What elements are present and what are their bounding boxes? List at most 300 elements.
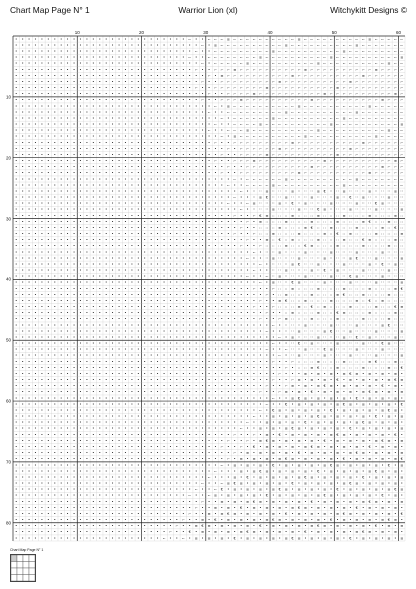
stitch-symbol: • (291, 390, 293, 394)
stitch-symbol: • (381, 427, 383, 431)
stitch-symbol: ∷ (298, 293, 300, 297)
stitch-symbol: • (86, 451, 88, 455)
stitch-symbol: • (266, 262, 268, 266)
stitch-symbol: • (150, 384, 152, 388)
stitch-symbol: ∷ (317, 196, 319, 200)
stitch-symbol: ⌐ (381, 104, 384, 108)
stitch-symbol: • (22, 396, 24, 400)
stitch-symbol: ≡ (291, 494, 294, 498)
stitch-symbol: • (47, 360, 49, 364)
stitch-symbol: ≡ (368, 384, 371, 388)
stitch-symbol: • (202, 50, 204, 54)
stitch-symbol: • (189, 74, 191, 78)
stitch-symbol: • (79, 421, 81, 425)
stitch-symbol: • (150, 244, 152, 248)
stitch-symbol: • (144, 293, 146, 297)
stitch-symbol: • (169, 335, 171, 339)
stitch-symbol: ⌐ (240, 244, 243, 248)
stitch-symbol: • (73, 183, 75, 187)
stitch-symbol: • (54, 232, 56, 236)
stitch-symbol: • (157, 159, 159, 163)
stitch-symbol: • (99, 378, 101, 382)
stitch-symbol: ⌐ (233, 141, 236, 145)
stitch-symbol: • (73, 202, 75, 206)
stitch-symbol: • (124, 275, 126, 279)
stitch-symbol: • (150, 335, 152, 339)
stitch-symbol: • (118, 427, 120, 431)
stitch-symbol: • (112, 135, 114, 139)
stitch-symbol: • (124, 80, 126, 84)
stitch-symbol: • (240, 366, 242, 370)
stitch-symbol: ⌐ (400, 159, 403, 163)
stitch-symbol: ∷ (381, 329, 383, 333)
stitch-symbol: ⌐ (310, 171, 313, 175)
stitch-symbol: ∷ (401, 262, 403, 266)
stitch-symbol: ⌐ (272, 135, 275, 139)
stitch-symbol: • (73, 518, 75, 522)
stitch-symbol: ≡ (362, 427, 365, 431)
stitch-symbol: ≡ (304, 408, 307, 412)
stitch-symbol: ≡ (252, 202, 255, 206)
stitch-symbol: ⌐ (207, 129, 210, 133)
stitch-symbol: • (41, 238, 43, 242)
stitch-symbol: • (41, 256, 43, 260)
stitch-symbol: ≡ (368, 408, 371, 412)
stitch-symbol: • (137, 506, 139, 510)
stitch-symbol: • (15, 457, 17, 461)
stitch-symbol: • (157, 110, 159, 114)
stitch-symbol: • (157, 56, 159, 60)
stitch-symbol: € (266, 196, 269, 200)
stitch-symbol: • (22, 293, 24, 297)
stitch-symbol: • (54, 98, 56, 102)
stitch-symbol: ≡ (252, 457, 255, 461)
stitch-symbol: ∷ (330, 238, 332, 242)
stitch-symbol: • (214, 482, 216, 486)
stitch-symbol: • (112, 500, 114, 504)
stitch-symbol: • (221, 196, 223, 200)
stitch-symbol: • (54, 110, 56, 114)
stitch-symbol: • (22, 275, 24, 279)
stitch-symbol: ⌐ (394, 74, 397, 78)
stitch-symbol: • (67, 50, 69, 54)
stitch-symbol: • (124, 123, 126, 127)
stitch-symbol: € (298, 451, 301, 455)
stitch-symbol: ⌐ (381, 110, 384, 114)
stitch-symbol: ∷ (381, 335, 383, 339)
stitch-symbol: • (73, 104, 75, 108)
stitch-symbol: • (163, 427, 165, 431)
stitch-symbol: ∷ (330, 256, 332, 260)
stitch-symbol: • (176, 104, 178, 108)
column-number: 20 (139, 30, 144, 35)
stitch-symbol: • (394, 390, 396, 394)
stitch-symbol: ⌐ (381, 123, 384, 127)
stitch-symbol: • (92, 463, 94, 467)
stitch-symbol: • (124, 500, 126, 504)
stitch-symbol: • (112, 482, 114, 486)
stitch-symbol: • (22, 165, 24, 169)
stitch-symbol: • (47, 372, 49, 376)
stitch-symbol: ⌐ (246, 92, 249, 96)
stitch-symbol: • (47, 293, 49, 297)
stitch-symbol: • (234, 189, 236, 193)
stitch-symbol: ⌐ (387, 171, 390, 175)
stitch-symbol: ∷ (291, 317, 293, 321)
stitch-symbol: • (124, 189, 126, 193)
stitch-symbol: ≡ (297, 463, 300, 467)
pattern-name: Warrior Lion (xl) (0, 5, 416, 15)
stitch-symbol: • (22, 506, 24, 510)
stitch-symbol: • (73, 500, 75, 504)
stitch-symbol: ≡ (285, 196, 288, 200)
stitch-symbol: • (144, 238, 146, 242)
stitch-symbol: • (124, 348, 126, 352)
stitch-symbol: • (34, 433, 36, 437)
stitch-symbol: • (202, 408, 204, 412)
stitch-symbol: • (118, 116, 120, 120)
stitch-symbol: • (157, 402, 159, 406)
stitch-symbol: • (169, 220, 171, 224)
stitch-symbol: • (86, 110, 88, 114)
stitch-symbol: ⌐ (265, 275, 268, 279)
stitch-symbol: • (189, 50, 191, 54)
stitch-symbol: ⌐ (188, 56, 191, 60)
stitch-symbol: • (202, 305, 204, 309)
stitch-symbol: ⌐ (278, 141, 281, 145)
stitch-symbol: ⌐ (207, 475, 210, 479)
stitch-symbol: • (112, 250, 114, 254)
stitch-symbol: • (157, 244, 159, 248)
stitch-symbol: • (394, 451, 396, 455)
stitch-symbol: ≡ (310, 98, 313, 102)
stitch-symbol: • (118, 250, 120, 254)
stitch-symbol: • (41, 293, 43, 297)
stitch-symbol: ⌐ (349, 123, 352, 127)
stitch-symbol: • (195, 457, 197, 461)
stitch-symbol: • (60, 402, 62, 406)
stitch-symbol: ⌐ (246, 104, 249, 108)
stitch-symbol: ≡ (381, 202, 384, 206)
stitch-symbol: • (79, 123, 81, 127)
stitch-symbol: ≡ (400, 305, 403, 309)
stitch-symbol: ≡ (400, 208, 403, 212)
stitch-symbol: • (67, 129, 69, 133)
stitch-symbol: • (86, 518, 88, 522)
stitch-symbol: ≡ (368, 287, 371, 291)
stitch-symbol: • (227, 220, 229, 224)
stitch-symbol: ∷ (343, 226, 345, 230)
stitch-symbol: • (381, 415, 383, 419)
stitch-symbol: ≡ (214, 506, 217, 510)
stitch-symbol: • (41, 110, 43, 114)
stitch-symbol: ⌐ (400, 74, 403, 78)
stitch-symbol: • (169, 415, 171, 419)
stitch-symbol: • (169, 189, 171, 193)
stitch-symbol: ∷ (343, 202, 345, 206)
stitch-symbol: • (22, 256, 24, 260)
stitch-symbol: • (202, 329, 204, 333)
stitch-symbol: • (79, 104, 81, 108)
stitch-symbol: ≡ (278, 494, 281, 498)
stitch-symbol: ∷ (336, 214, 338, 218)
stitch-symbol: • (150, 348, 152, 352)
stitch-symbol: ⌐ (394, 183, 397, 187)
stitch-symbol: € (291, 482, 294, 486)
stitch-symbol: ∷ (324, 311, 326, 315)
stitch-symbol: ≡ (394, 396, 397, 400)
stitch-symbol: ≡ (362, 488, 365, 492)
stitch-symbol: • (227, 116, 229, 120)
stitch-symbol: € (272, 408, 275, 412)
stitch-symbol: ≡ (394, 238, 397, 242)
stitch-symbol: • (266, 415, 268, 419)
stitch-symbol: ∷ (401, 342, 403, 346)
stitch-symbol: ∷ (343, 366, 345, 370)
stitch-symbol: • (47, 311, 49, 315)
stitch-symbol: • (349, 506, 351, 510)
stitch-symbol: • (150, 451, 152, 455)
stitch-symbol: • (214, 451, 216, 455)
stitch-symbol: ⌐ (285, 56, 288, 60)
stitch-symbol: • (73, 335, 75, 339)
stitch-symbol: • (137, 457, 139, 461)
stitch-symbol: • (234, 348, 236, 352)
stitch-symbol: • (22, 421, 24, 425)
stitch-symbol: ≡ (285, 110, 288, 114)
stitch-symbol: ⌐ (259, 98, 262, 102)
stitch-symbol: • (227, 317, 229, 321)
stitch-symbol: ⌐ (342, 110, 345, 114)
stitch-symbol: • (234, 445, 236, 449)
column-number: 30 (203, 30, 208, 35)
stitch-symbol: ⌐ (272, 37, 275, 41)
stitch-symbol: • (15, 445, 17, 449)
stitch-symbol: ∷ (298, 366, 300, 370)
stitch-symbol: ≡ (368, 469, 371, 473)
stitch-symbol: • (15, 141, 17, 145)
stitch-symbol: • (28, 208, 30, 212)
stitch-symbol: • (34, 329, 36, 333)
stitch-symbol: ⌐ (387, 177, 390, 181)
stitch-symbol: ⌐ (368, 92, 371, 96)
stitch-symbol: • (381, 451, 383, 455)
stitch-symbol: ⌐ (323, 177, 326, 181)
stitch-symbol: • (47, 208, 49, 212)
stitch-symbol: ∷ (343, 256, 345, 260)
stitch-symbol: • (150, 147, 152, 151)
stitch-symbol: • (86, 141, 88, 145)
stitch-symbol: • (144, 475, 146, 479)
stitch-symbol: ⌐ (323, 43, 326, 47)
stitch-symbol: • (240, 311, 242, 315)
stitch-symbol: ⌐ (240, 43, 243, 47)
stitch-symbol: • (47, 463, 49, 467)
stitch-symbol: • (221, 402, 223, 406)
stitch-symbol: • (28, 159, 30, 163)
stitch-symbol: ⌐ (240, 56, 243, 60)
stitch-symbol: ∷ (343, 232, 345, 236)
stitch-symbol: • (169, 494, 171, 498)
stitch-symbol: • (221, 256, 223, 260)
stitch-symbol: • (246, 208, 248, 212)
stitch-symbol: • (214, 287, 216, 291)
stitch-symbol: ⌐ (381, 135, 384, 139)
stitch-symbol: ⌐ (349, 183, 352, 187)
stitch-symbol: • (131, 250, 133, 254)
stitch-symbol: • (105, 445, 107, 449)
stitch-symbol: • (86, 129, 88, 133)
stitch-symbol: • (202, 244, 204, 248)
stitch-symbol: ⌐ (278, 56, 281, 60)
stitch-symbol: ≡ (349, 415, 352, 419)
stitch-symbol: • (234, 415, 236, 419)
stitch-symbol: • (67, 123, 69, 127)
stitch-symbol: ∷ (317, 281, 319, 285)
stitch-symbol: • (137, 342, 139, 346)
stitch-symbol: • (137, 366, 139, 370)
stitch-symbol: • (388, 384, 390, 388)
stitch-symbol: ≡ (291, 408, 294, 412)
stitch-symbol: • (202, 488, 204, 492)
stitch-symbol: • (92, 408, 94, 412)
stitch-symbol: • (28, 451, 30, 455)
stitch-symbol: ⌐ (246, 68, 249, 72)
stitch-symbol: ≡ (375, 500, 378, 504)
stitch-symbol: ≡ (272, 439, 275, 443)
stitch-symbol: • (214, 202, 216, 206)
stitch-symbol: • (118, 317, 120, 321)
stitch-symbol: ∷ (388, 238, 390, 242)
stitch-symbol: ⌐ (375, 98, 378, 102)
stitch-symbol: • (131, 396, 133, 400)
stitch-symbol: • (41, 482, 43, 486)
stitch-symbol: • (41, 463, 43, 467)
stitch-symbol: ≡ (362, 244, 365, 248)
stitch-symbol: • (79, 262, 81, 266)
stitch-symbol: • (150, 62, 152, 66)
stitch-symbol: • (272, 366, 274, 370)
stitch-symbol: • (79, 43, 81, 47)
stitch-symbol: ⌐ (278, 165, 281, 169)
stitch-symbol: • (272, 293, 274, 297)
stitch-symbol: ⌐ (381, 80, 384, 84)
stitch-symbol: • (124, 506, 126, 510)
stitch-symbol: ∷ (401, 189, 403, 193)
stitch-symbol: • (15, 299, 17, 303)
stitch-symbol: • (112, 445, 114, 449)
stitch-symbol: • (227, 354, 229, 358)
stitch-symbol: • (176, 153, 178, 157)
stitch-symbol: • (54, 275, 56, 279)
stitch-symbol: • (266, 451, 268, 455)
stitch-symbol: ⌐ (240, 37, 243, 41)
stitch-symbol: ⌐ (387, 165, 390, 169)
stitch-symbol: • (234, 208, 236, 212)
stitch-symbol: ⌐ (375, 183, 378, 187)
stitch-symbol: ⌐ (368, 135, 371, 139)
stitch-symbol: ∷ (362, 232, 364, 236)
stitch-symbol: ⌐ (375, 159, 378, 163)
stitch-symbol: • (343, 500, 345, 504)
stitch-symbol: • (34, 37, 36, 41)
stitch-symbol: • (105, 110, 107, 114)
stitch-symbol: • (259, 305, 261, 309)
stitch-symbol: • (34, 311, 36, 315)
stitch-symbol: ∷ (279, 208, 281, 212)
stitch-symbol: ⌐ (291, 104, 294, 108)
stitch-symbol: • (208, 335, 210, 339)
stitch-symbol: • (15, 494, 17, 498)
stitch-symbol: • (67, 427, 69, 431)
stitch-symbol: • (266, 323, 268, 327)
stitch-symbol: ⌐ (233, 116, 236, 120)
stitch-symbol: • (195, 482, 197, 486)
stitch-symbol: € (369, 390, 372, 394)
stitch-symbol: ⌐ (201, 98, 204, 102)
stitch-symbol: • (47, 323, 49, 327)
stitch-symbol: ⌐ (272, 342, 275, 346)
stitch-symbol: • (41, 469, 43, 473)
stitch-symbol: • (336, 372, 338, 376)
stitch-symbol: • (144, 317, 146, 321)
stitch-symbol: • (60, 427, 62, 431)
stitch-symbol: • (137, 494, 139, 498)
stitch-symbol: • (28, 293, 30, 297)
stitch-symbol: • (176, 208, 178, 212)
stitch-symbol: ∷ (304, 305, 306, 309)
stitch-symbol: ∷ (304, 220, 306, 224)
stitch-symbol: • (317, 439, 319, 443)
stitch-symbol: ⌐ (387, 183, 390, 187)
stitch-symbol: • (131, 372, 133, 376)
stitch-symbol: • (112, 475, 114, 479)
stitch-symbol: • (150, 269, 152, 273)
stitch-symbol: • (22, 202, 24, 206)
stitch-symbol: • (86, 269, 88, 273)
stitch-symbol: • (246, 244, 248, 248)
stitch-symbol: • (41, 183, 43, 187)
stitch-symbol: ≡ (304, 384, 307, 388)
stitch-symbol: ≡ (368, 311, 371, 315)
stitch-symbol: • (60, 275, 62, 279)
stitch-symbol: • (92, 439, 94, 443)
stitch-symbol: • (105, 62, 107, 66)
stitch-symbol: • (99, 305, 101, 309)
stitch-symbol: • (54, 518, 56, 522)
stitch-symbol: • (182, 68, 184, 72)
stitch-symbol: • (86, 475, 88, 479)
stitch-symbol: • (324, 396, 326, 400)
stitch-symbol: ∷ (304, 293, 306, 297)
stitch-symbol: • (60, 488, 62, 492)
stitch-symbol: • (99, 323, 101, 327)
stitch-symbol: • (105, 506, 107, 510)
stitch-symbol: • (60, 360, 62, 364)
stitch-symbol: • (105, 262, 107, 266)
stitch-symbol: ⌐ (317, 68, 320, 72)
stitch-symbol: ≡ (310, 366, 313, 370)
stitch-symbol: • (330, 378, 332, 382)
stitch-symbol: • (214, 384, 216, 388)
stitch-symbol: • (15, 378, 17, 382)
stitch-symbol: • (208, 244, 210, 248)
stitch-symbol: • (182, 512, 184, 516)
stitch-symbol: ≡ (291, 141, 294, 145)
stitch-symbol: ⌐ (355, 80, 358, 84)
stitch-symbol: • (169, 469, 171, 473)
stitch-symbol: ⌐ (330, 177, 333, 181)
